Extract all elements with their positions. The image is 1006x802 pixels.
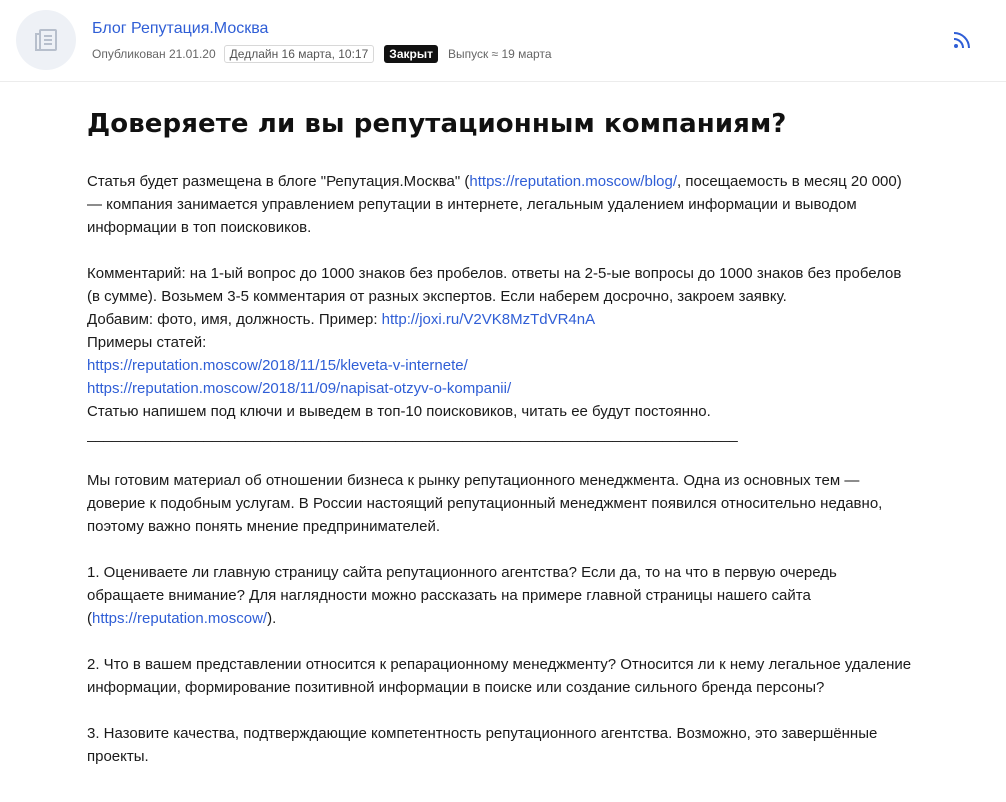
- blog-url-link[interactable]: https://reputation.moscow/blog/: [469, 173, 678, 190]
- article-link-1-line: [87, 354, 917, 377]
- published-date: Опубликован 21.01.20: [92, 47, 216, 61]
- comment-requirements: Комментарий: на 1-ый вопрос до 1000 знаков без пробелов. ответы на 2-5-ые вопросы до 1000 знаков без пробелов (в сумме). Возьмем 3-5 комментария от разных экспертов. Если наберем досрочно, закроем заявку.: [87, 265, 902, 305]
- question-2: 2. Что в вашем представлении относится к репарационному менеджменту? Относится ли к нему легальное удаление информации, формирование позитивной информации в поиске или создание сильного бренда персоны?: [87, 656, 912, 696]
- article-link-2[interactable]: https://reputation.moscow/2018/11/09/napisat-otzyv-o-kompanii/: [87, 380, 512, 397]
- blog-title-link[interactable]: Блог Репутация.Москва: [92, 20, 269, 37]
- meta-row: [92, 44, 552, 64]
- promise-text: Статью напишем под ключи и выведем в топ-10 поисковиков, читать ее будут постоянно.: [87, 403, 711, 420]
- deadline-badge: Дедлайн 16 марта, 10:17: [224, 45, 375, 63]
- example-prefix: Добавим: фото, имя, должность. Пример:: [87, 311, 382, 328]
- document-icon: [32, 26, 60, 54]
- article-link-2-line: [87, 377, 917, 400]
- blog-avatar[interactable]: [16, 10, 76, 70]
- question-1-text: 1. Оцениваете ли главную страницу сайта репутационного агентства? Если да, то на что в первую очередь обращаете внимание? Для наглядности можно рассказать на примере главной страницы нашего сайта (: [87, 564, 837, 627]
- article-link-1[interactable]: https://reputation.moscow/2018/11/15/kleveta-v-internete/: [87, 357, 468, 374]
- topic-paragraph: Мы готовим материал об отношении бизнеса к рынку репутационного менеджмента. Одна из основных тем — доверие к подобным услугам. В России настоящий репутационный менеджмент появился относительно недавно, поэтому важно понять мнение предпринимателей.: [87, 472, 883, 535]
- question-1: [87, 561, 917, 630]
- release-date: Выпуск ≈ 19 марта: [447, 47, 552, 61]
- examples-label: Примеры статей:: [87, 334, 207, 351]
- example-link[interactable]: http://joxi.ru/V2VK8MzTdVR4nA: [381, 311, 596, 328]
- rss-icon[interactable]: [952, 30, 972, 50]
- article: [87, 106, 917, 768]
- intro-paragraph: [87, 170, 917, 239]
- intro-text-1: Статья будет размещена в блоге "Репутация.Москва" (: [87, 173, 470, 190]
- task-header: [0, 0, 1006, 82]
- question-1-end: ).: [267, 610, 277, 627]
- status-badge: Закрыт: [384, 45, 438, 63]
- article-title: Доверяете ли вы репутационным компаниям?: [87, 109, 787, 139]
- separator-line: ______________________________________________________________________________: [87, 426, 738, 443]
- intro-text-2: , посещаемость в месяц 20 000) — компания занимается управлением репутации в интернете, легальным удалением информации и выводом информации в топ поисковиков.: [87, 173, 902, 236]
- site-link[interactable]: https://reputation.moscow/: [92, 610, 268, 627]
- question-3: 3. Назовите качества, подтверждающие компетентность репутационного агентства. Возможно, это завершённые проекты.: [87, 725, 878, 765]
- example-line: [87, 308, 917, 331]
